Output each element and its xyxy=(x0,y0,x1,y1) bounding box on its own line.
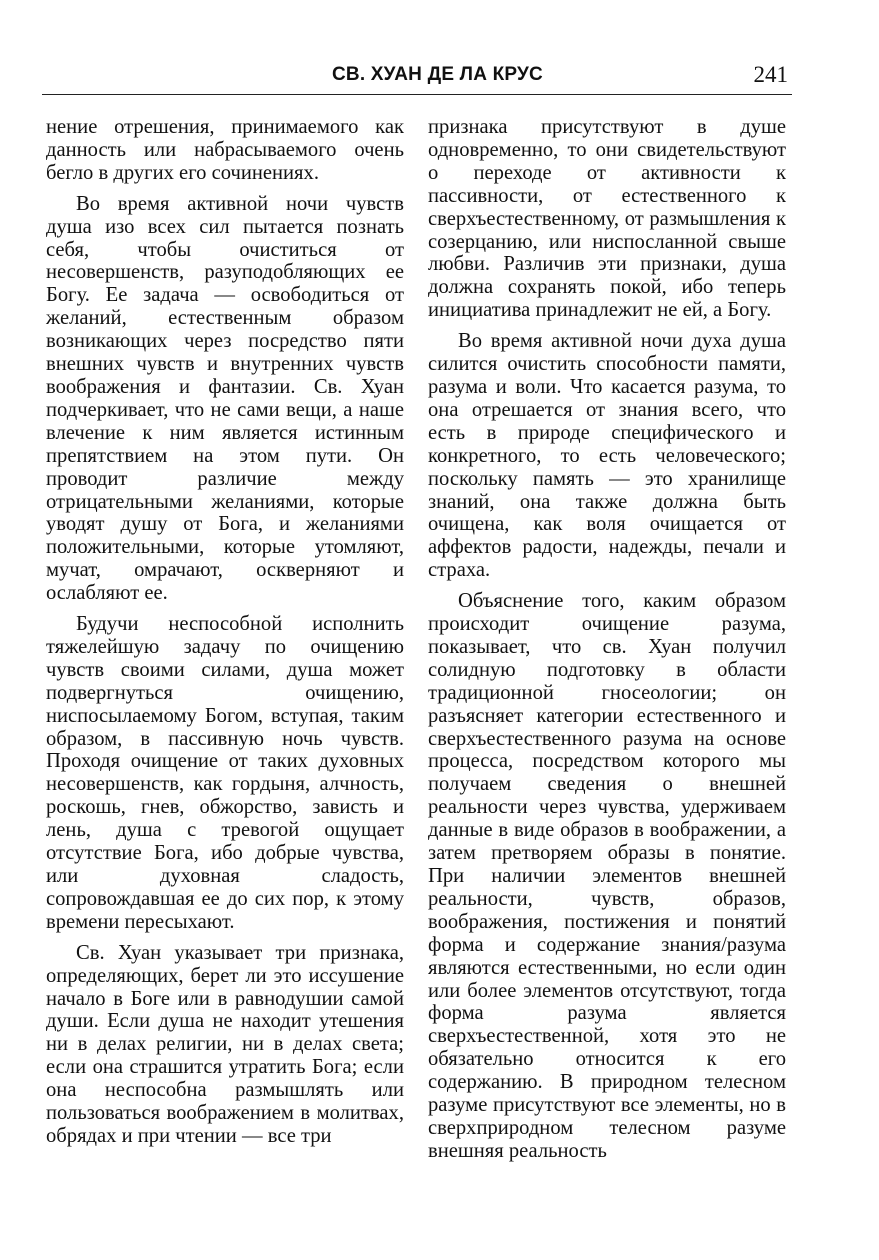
page-header xyxy=(42,62,792,95)
page-number: 241 xyxy=(753,62,788,87)
paragraph-purification-of-reason: Объяснение того, каким образом происходит очищение разума, показывает, что св. Хуан получил солидную подготовку в области традиционной гносеологии; он разъясняет категории естественного и сверхъестественного разума на основе процесса, посредством которого мы получаем сведения о внешней реальности через чувства, удерживаем данные в виде образов в воображении, а затем претворяем образы в понятие. При наличии элементов внешней реальности, чувств, образов, воображения, постижения и понятий форма и содержание знания/разума являются естественными, но если один или более элементов отсутствуют, тогда форма разума является сверхъестественной, хотя это не обязательно относится к его содержанию. В природном телесном разуме присутствуют все элементы, но в сверхприродном телесном разуме внешняя реальность xyxy=(428,590,786,1162)
paragraph-continued: нение отрешения, принимаемого как данность или набрасываемого очень бегло в других его сочинениях. xyxy=(46,116,404,184)
right-column xyxy=(428,116,786,1171)
paragraph-continued: признака присутствуют в душе одновременно, то они свидетельствуют о переходе от активности к пассивности, от естественного к сверхъестественному, от размышления к созерцанию, или ниспосланной свыше любви. Различив эти признаки, душа должна сохранять покой, ибо теперь инициатива принадлежит не ей, а Богу. xyxy=(428,116,786,322)
left-column xyxy=(46,116,404,1156)
running-title: СВ. ХУАН ДЕ ЛА КРУС xyxy=(332,64,543,85)
paragraph-three-signs: Св. Хуан указывает три признака, определяющих, берет ли это иссушение начало в Боге или в равнодушии самой души. Если душа не находит утешения ни в делах религии, ни в делах света; если она страшится утратить Бога; если она неспособна размышлять или пользоваться воображением в молитвах, обрядах и при чтении — все три xyxy=(46,941,404,1147)
paragraph-passive-night-of-senses: Будучи неспособной исполнить тяжелейшую задачу по очищению чувств своими силами, душа может подвергнуться очищению, ниспосылаемому Богом, вступая, таким образом, в пассивную ночь чувств. Проходя очищение от таких духовных несовершенств, как гордыня, алчность, роскошь, гнев, обжорство, зависть и лень, душа с тревогой ощущает отсутствие Бога, ибо добрые чувства, или духовная сладость, сопровождавшая ее до сих пор, к этому времени пересыхают. xyxy=(46,613,404,933)
paragraph-active-night-of-spirit: Во время активной ночи духа душа силится очистить способности памяти, разума и воли. Что касается разума, то она отрешается от знания всего, что есть в природе специфического и конкретного, то есть человеческого; поскольку память — это хранилище знаний, она также должна быть очищена, как воля очищается от аффектов радости, надежды, печали и страха. xyxy=(428,330,786,582)
paragraph-active-night-of-senses: Во время активной ночи чувств душа изо всех сил пытается познать себя, чтобы очиститься от несовершенств, разуподобляющих ее Богу. Ее задача — освободиться от желаний, естественным образом возникающих через посредство пяти внешних чувств и внутренних чувств воображения и фантазии. Св. Хуан подчеркивает, что не сами вещи, а наше влечение к ним является истинным препятствием на этом пути. Он проводит различие между отрицательными желаниями, которые уводят душу от Бога, и желаниями положительными, которые утомляют, мучат, омрачают, оскверняют и ослабляют ее. xyxy=(46,192,404,605)
